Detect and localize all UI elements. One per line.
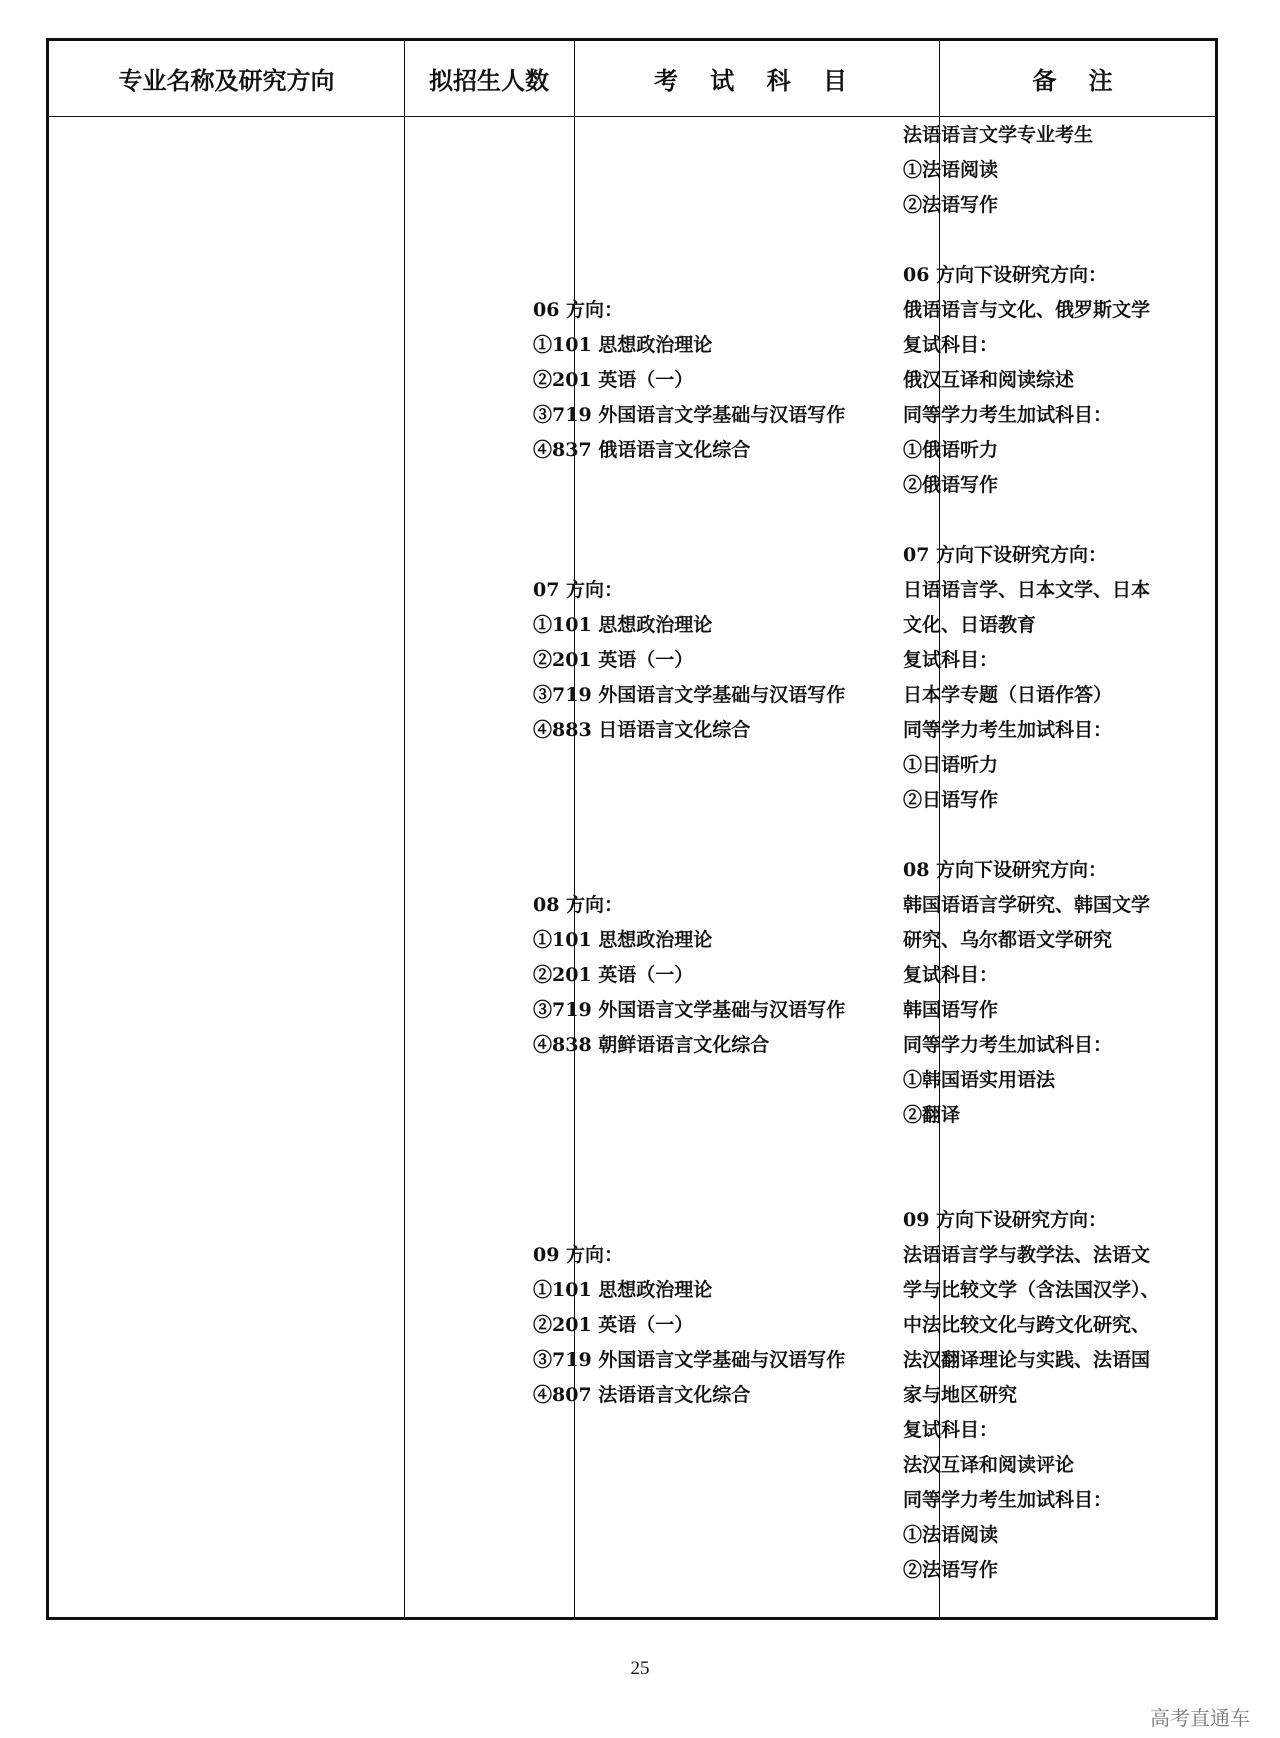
- exam-item: ③719 外国语言文学基础与汉语写作: [533, 684, 846, 706]
- note-line: 复试科目：: [903, 649, 999, 671]
- note-line: 文化、日语教育: [903, 614, 1037, 636]
- watermark: 高考直通车: [1150, 1706, 1250, 1730]
- exam-item: ①101 思想政治理论: [533, 1279, 713, 1301]
- note-line: ①俄语听力: [903, 439, 999, 461]
- note-line: 俄语语言与文化、俄罗斯文学: [903, 299, 1151, 321]
- exam-item: ②201 英语（一）: [533, 1314, 694, 1336]
- exam-direction: 09 方向：: [533, 1244, 624, 1266]
- note-line: 韩国语语言学研究、韩国文学: [903, 894, 1151, 916]
- column-divider: [404, 41, 405, 1617]
- note-line: ②日语写作: [903, 789, 999, 811]
- page-number: 25: [630, 1658, 650, 1679]
- exam-direction: 06 方向：: [533, 299, 624, 321]
- exam-direction: 08 方向：: [533, 894, 624, 916]
- exam-item: ③719 外国语言文学基础与汉语写作: [533, 404, 846, 426]
- note-line: 日本学专题（日语作答）: [903, 684, 1113, 706]
- exam-item: ④838 朝鲜语语言文化综合: [533, 1034, 770, 1056]
- note-line: 中法比较文化与跨文化研究、: [903, 1314, 1151, 1336]
- note-line: 复试科目：: [903, 334, 999, 356]
- note-line: 法语语言学与教学法、法语文: [903, 1244, 1151, 1266]
- note-line: 07 方向下设研究方向：: [903, 544, 1108, 566]
- exam-item: ④807 法语语言文化综合: [533, 1384, 751, 1406]
- header-exam-subjects: 考 试 科 目: [653, 67, 860, 95]
- note-line: 俄汉互译和阅读综述: [903, 369, 1075, 391]
- note-line: ①日语听力: [903, 754, 999, 776]
- note-line: 研究、乌尔都语文学研究: [903, 929, 1113, 951]
- note-line: 韩国语写作: [903, 999, 999, 1021]
- note-line: 08 方向下设研究方向：: [903, 859, 1108, 881]
- exam-item: ②201 英语（一）: [533, 369, 694, 391]
- note-line: 学与比较文学（含法国汉学）、: [903, 1279, 1160, 1301]
- note-line: ①法语阅读: [903, 1524, 999, 1546]
- exam-item: ④883 日语语言文化综合: [533, 719, 751, 741]
- exam-item: ③719 外国语言文学基础与汉语写作: [533, 999, 846, 1021]
- note-line: ①韩国语实用语法: [903, 1069, 1056, 1091]
- note-line: 复试科目：: [903, 964, 999, 986]
- header-major: 专业名称及研究方向: [118, 67, 335, 95]
- exam-item: ①101 思想政治理论: [533, 334, 713, 356]
- exam-item: ④837 俄语语言文化综合: [533, 439, 751, 461]
- exam-item: ①101 思想政治理论: [533, 929, 713, 951]
- note-line: 法语语言文学专业考生: [903, 124, 1094, 146]
- note-line: 法汉互译和阅读评论: [903, 1454, 1075, 1476]
- note-line: ②法语写作: [903, 194, 999, 216]
- note-line: 09 方向下设研究方向：: [903, 1209, 1108, 1231]
- note-line: 法汉翻译理论与实践、法语国: [903, 1349, 1151, 1371]
- note-line: 06 方向下设研究方向：: [903, 264, 1108, 286]
- header-divider: [49, 116, 1215, 117]
- exam-direction: 07 方向：: [533, 579, 624, 601]
- note-line: 同等学力考生加试科目：: [903, 719, 1113, 741]
- note-line: ②翻译: [903, 1104, 961, 1126]
- note-line: 家与地区研究: [903, 1384, 1018, 1406]
- header-notes: 备 注: [1032, 67, 1125, 95]
- note-line: ①法语阅读: [903, 159, 999, 181]
- header-enrollment: 拟招生人数: [429, 67, 549, 95]
- note-line: 同等学力考生加试科目：: [903, 1489, 1113, 1511]
- exam-item: ②201 英语（一）: [533, 649, 694, 671]
- note-line: ②俄语写作: [903, 474, 999, 496]
- exam-item: ③719 外国语言文学基础与汉语写作: [533, 1349, 846, 1371]
- note-line: ②法语写作: [903, 1559, 999, 1581]
- note-line: 同等学力考生加试科目：: [903, 1034, 1113, 1056]
- note-line: 日语语言学、日本文学、日本: [903, 579, 1151, 601]
- exam-item: ①101 思想政治理论: [533, 614, 713, 636]
- exam-item: ②201 英语（一）: [533, 964, 694, 986]
- note-line: 复试科目：: [903, 1419, 999, 1441]
- note-line: 同等学力考生加试科目：: [903, 404, 1113, 426]
